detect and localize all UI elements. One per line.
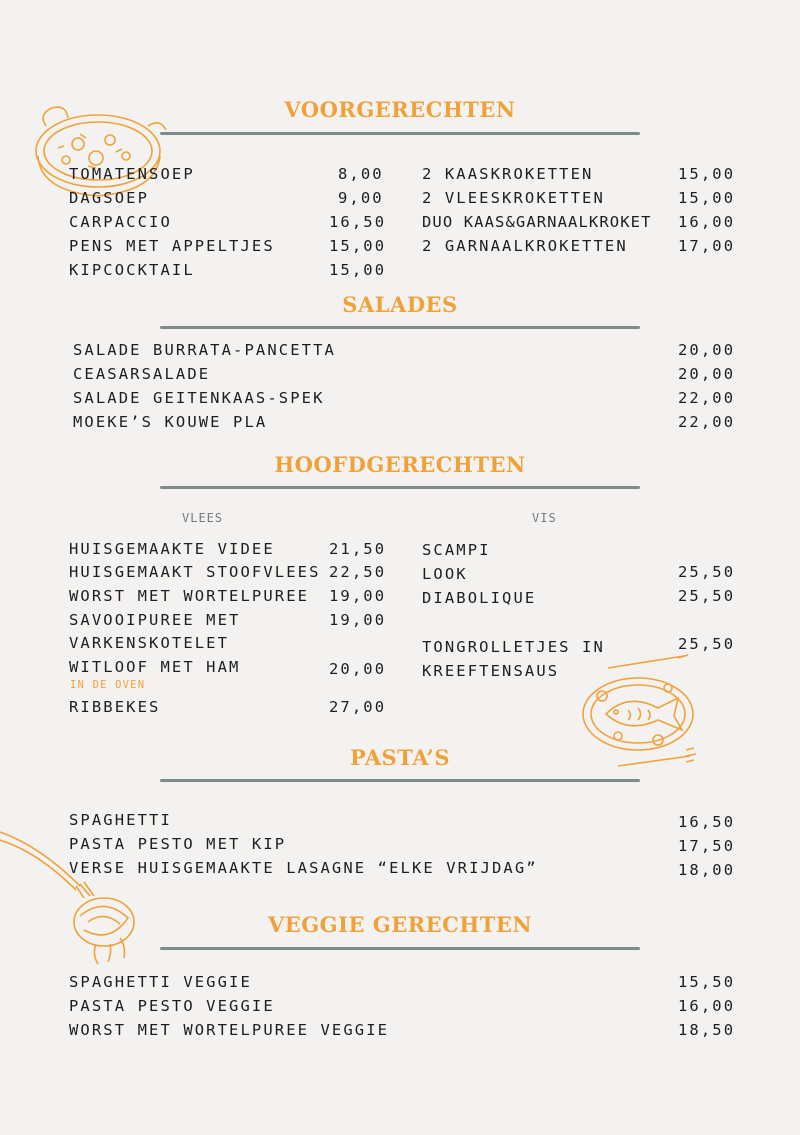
menu-price: 16,50 [329, 213, 387, 231]
menu-item: SALADE BURRATA-PANCETTA [73, 341, 336, 359]
menu-price: 18,50 [678, 1021, 736, 1039]
menu-item: 2 KAASKROKETTEN [422, 165, 594, 183]
menu-item: HUISGEMAAKT STOOFVLEES [69, 563, 321, 581]
menu-item: CARPACCIO [69, 213, 172, 231]
menu-item: VERSE HUISGEMAAKTE LASAGNE “ELKE VRIJDAG” [69, 859, 538, 877]
menu-price: 9,00 [338, 189, 384, 207]
menu-price: 19,00 [329, 611, 387, 629]
menu-price: 16,00 [678, 213, 736, 231]
menu-item: TONGROLLETJES IN [422, 638, 605, 656]
section-title-hoofdgerechten: HOOFDGERECHTEN [274, 452, 526, 477]
menu-item: SAVOOIPUREE MET [69, 611, 241, 629]
menu-price: 22,00 [678, 389, 736, 407]
menu-price: 20,00 [678, 365, 736, 383]
section-title-veggie: VEGGIE GERECHTEN [267, 912, 533, 937]
divider-hoofdgerechten [160, 486, 640, 489]
menu-item: LOOK [422, 565, 468, 583]
menu-price: 15,00 [678, 165, 736, 183]
menu-item: SPAGHETTI [69, 811, 172, 829]
menu-price: 17,50 [678, 837, 736, 855]
menu-item: WORST MET WORTELPUREE VEGGIE [69, 1021, 390, 1039]
menu-item-note: IN DE OVEN [70, 679, 146, 691]
menu-price: 16,50 [678, 813, 736, 831]
menu-price: 19,00 [329, 587, 387, 605]
menu-price: 25,50 [678, 563, 736, 581]
menu-price: 15,00 [678, 189, 736, 207]
section-title-salades: SALADES [342, 292, 458, 317]
section-title-voorgerechten: VOORGERECHTEN [284, 97, 516, 122]
menu-item: MOEKE’S KOUWE PLA [73, 413, 268, 431]
menu-item: WITLOOF MET HAM [69, 658, 241, 676]
menu-item: VARKENSKOTELET [69, 634, 230, 652]
menu-item: DIABOLIQUE [422, 589, 537, 607]
menu-item: DUO KAAS&GARNAALKROKET [422, 213, 652, 231]
menu-price: 20,00 [329, 660, 387, 678]
menu-price: 27,00 [329, 698, 387, 716]
menu-item: 2 GARNAALKROKETTEN [422, 237, 628, 255]
menu-item: 2 VLEESKROKETTEN [422, 189, 605, 207]
divider-voorgerechten [160, 132, 640, 135]
menu-item: PENS MET APPELTJES [69, 237, 275, 255]
menu-item: CEASARSALADE [73, 365, 211, 383]
menu-price: 20,00 [678, 341, 736, 359]
menu-item: HUISGEMAAKTE VIDEE [69, 540, 275, 558]
divider-veggie [160, 947, 640, 950]
menu-item: SALADE GEITENKAAS-SPEK [73, 389, 325, 407]
menu-price: 18,00 [678, 861, 736, 879]
menu-item: KREEFTENSAUS [422, 662, 560, 680]
subheading-vlees: VLEES [182, 511, 224, 525]
menu-price: 15,50 [678, 973, 736, 991]
menu-item: DAGSOEP [69, 189, 150, 207]
menu-price: 22,00 [678, 413, 736, 431]
divider-pastas [160, 779, 640, 782]
menu-item: KIPCOCKTAIL [69, 261, 195, 279]
menu-item: TOMATENSOEP [69, 165, 195, 183]
menu-price: 15,00 [329, 261, 387, 279]
menu-item: PASTA PESTO VEGGIE [69, 997, 275, 1015]
menu-price: 15,00 [329, 237, 387, 255]
section-title-pastas: PASTA’S [350, 745, 450, 770]
menu-item: WORST MET WORTELPUREE [69, 587, 310, 605]
divider-salades [160, 326, 640, 329]
menu-item: RIBBEKES [69, 698, 161, 716]
menu-item: PASTA PESTO MET KIP [69, 835, 287, 853]
menu-price: 25,50 [678, 587, 736, 605]
menu-item: SPAGHETTI VEGGIE [69, 973, 252, 991]
subheading-vis: VIS [532, 511, 557, 525]
menu-price: 21,50 [329, 540, 387, 558]
menu-price: 17,00 [678, 237, 736, 255]
menu-price: 25,50 [678, 635, 736, 653]
menu-item: SCAMPI [422, 541, 491, 559]
menu-price: 16,00 [678, 997, 736, 1015]
menu-price: 22,50 [329, 563, 387, 581]
menu-price: 8,00 [338, 165, 384, 183]
